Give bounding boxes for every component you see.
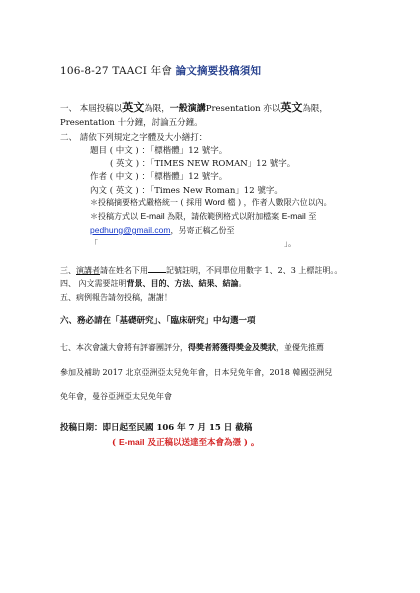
item-5: 五、病例報告請勿投稿，謝謝！ bbox=[60, 293, 172, 302]
item-2-submit-note: ＊投稿方式以 E-mail 為限，請依範例格式以附加檔案 E-mail 至 bbox=[90, 211, 317, 221]
item-4: 四、 內文需要註明背景、目的、方法、結果、結論。 bbox=[60, 278, 247, 288]
speaker-label: 演講者 bbox=[76, 266, 100, 275]
mark-blank bbox=[148, 264, 166, 273]
item-2-row-author: 作者 ( 中文 ) ：「標楷體」12 號字。 bbox=[90, 172, 228, 182]
title-prefix: 106-8-27 TAACI 年會 bbox=[60, 65, 176, 77]
item-2-heading: 二、 請依下列規定之字體及大小繕打： bbox=[60, 133, 208, 143]
item-2-row-title-cn: 題目 ( 中文 ) ：「標楷體」12 號字。 bbox=[90, 146, 228, 156]
deadline-line-1: 投稿日期：即日起至民國 106 年 7 月 15 日 截稿 bbox=[60, 423, 253, 433]
item-7-line-2: 參加及補助 2017 北京亞洲亞太兒免年會，日本兒免年會，2018 韓國亞洲兒 bbox=[60, 368, 333, 377]
item-3: 三、演講者請在姓名下用 記號註明，不同單位用數字 1、2、3 上標註明。。 bbox=[60, 266, 343, 275]
item-2-address-close: 」。 bbox=[284, 239, 296, 248]
title-highlight: 論文摘要投稿須知 bbox=[175, 65, 262, 77]
item-2-address-open: 「 bbox=[90, 239, 98, 248]
item-1-line-2: Presentation 十分鐘，討論五分鐘。 bbox=[60, 118, 203, 128]
email-link[interactable]: pedhung@gmail.com bbox=[90, 225, 171, 235]
item-1-line-1: 一、 本屆投稿以英文為限，一般演講Presentation 亦以英文為限， bbox=[60, 101, 328, 114]
item-7-line-3: 免年會，曼谷亞洲亞太兒免年會 bbox=[60, 392, 172, 401]
item-6: 六、務必請在「基礎研究」、「臨床研究」中勾選一項 bbox=[60, 316, 256, 326]
deadline-line-2: ( E-mail 及正稿以送達至本會為憑 ) 。 bbox=[112, 437, 260, 448]
item-2-format-note: ＊投稿摘要格式嚴格統一 ( 採用 Word 檔 ) ，作者人數限六位以內。 bbox=[90, 197, 332, 207]
item-2-row-title-en: ( 英文 ) ：「TIMES NEW ROMAN」12 號字。 bbox=[110, 159, 296, 169]
item-2-email-line: pedhung@gmail.com，另寄正稿乙份至 bbox=[90, 225, 235, 235]
item-2-row-body: 內文 ( 英文 ) ：「Times New Roman」12 號字。 bbox=[90, 186, 283, 196]
item-7-line-1: 七、本次會議大會將有評審團評分，得獎者將獲得獎金及獎狀，並優先推薦 bbox=[60, 342, 324, 352]
document-title bbox=[60, 63, 261, 78]
